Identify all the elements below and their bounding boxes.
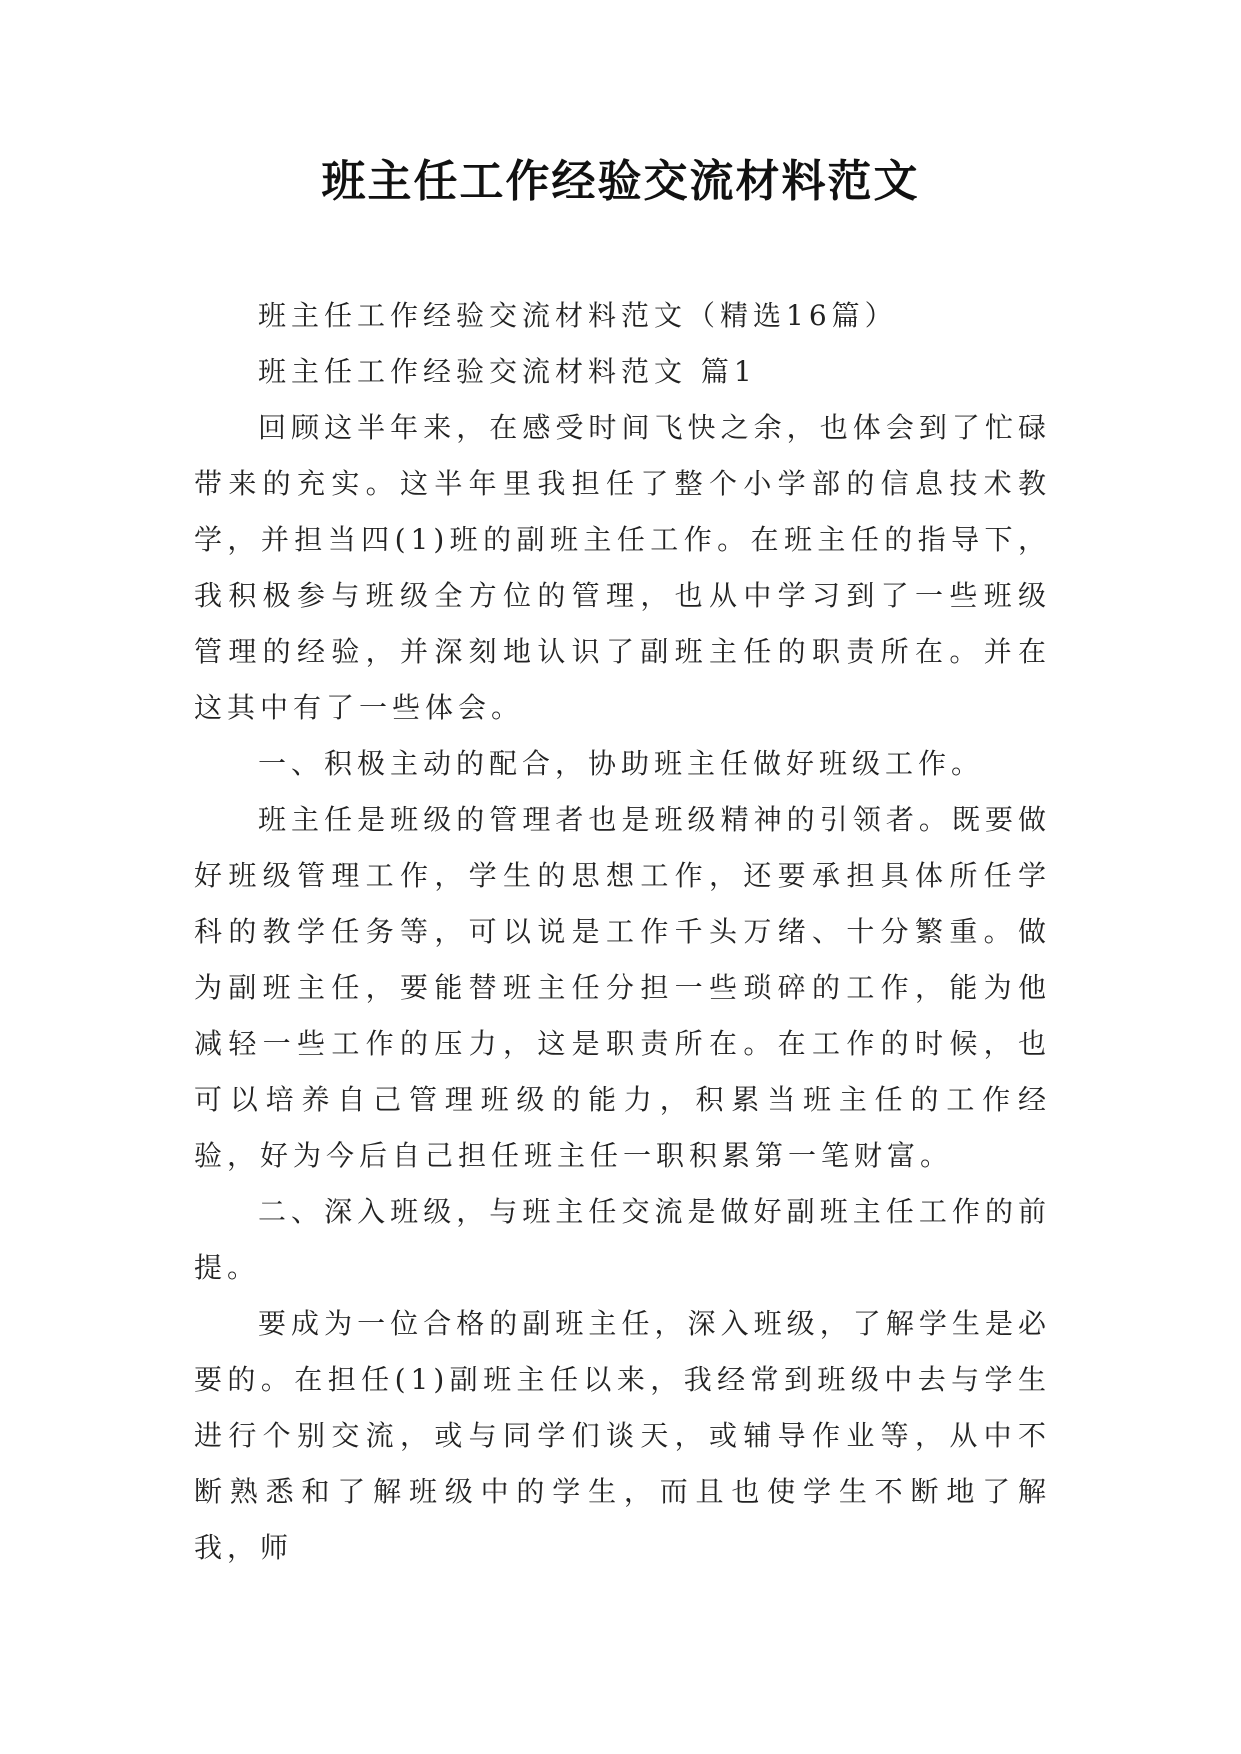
document-body [194,288,1051,1576]
body-paragraph: 班主任是班级的管理者也是班级精神的引领者。既要做好班级管理工作，学生的思想工作，还要承担具体所任学科的教学任务等，可以说是工作千头万绪、十分繁重。做为副班主任，要能替班主任分担一些琐碎的工作，能为他减轻一些工作的压力，这是职责所在。在工作的时候，也可以培养自己管理班级的能力，积累当班主任的工作经验，好为今后自己担任班主任一职积累第一笔财富。 [194,803,1051,1172]
subtitle-line: 班主任工作经验交流材料范文（精选16篇） [258,299,898,332]
body-paragraph: 回顾这半年来，在感受时间飞快之余，也体会到了忙碌带来的充实。这半年里我担任了整个小学部的信息技术教学，并担当四(1)班的副班主任工作。在班主任的指导下，我积极参与班级全方位的管理，也从中学习到了一些班级管理的经验，并深刻地认识了副班主任的职责所在。并在这其中有了一些体会。 [194,411,1051,724]
document-title: 班主任工作经验交流材料范文 [321,156,920,207]
point-heading: 二、深入班级，与班主任交流是做好副班主任工作的前提。 [194,1195,1051,1284]
point-heading: 一、积极主动的配合，协助班主任做好班级工作。 [258,747,985,780]
body-paragraph: 要成为一位合格的副班主任，深入班级，了解学生是必要的。在担任(1)副班主任以来，我经常到班级中去与学生进行个别交流，或与同学们谈天，或辅导作业等，从中不断熟悉和了解班级中的学生，而且也使学生不断地了解我，师 [194,1307,1051,1564]
section-heading: 班主任工作经验交流材料范文 篇1 [258,355,757,388]
